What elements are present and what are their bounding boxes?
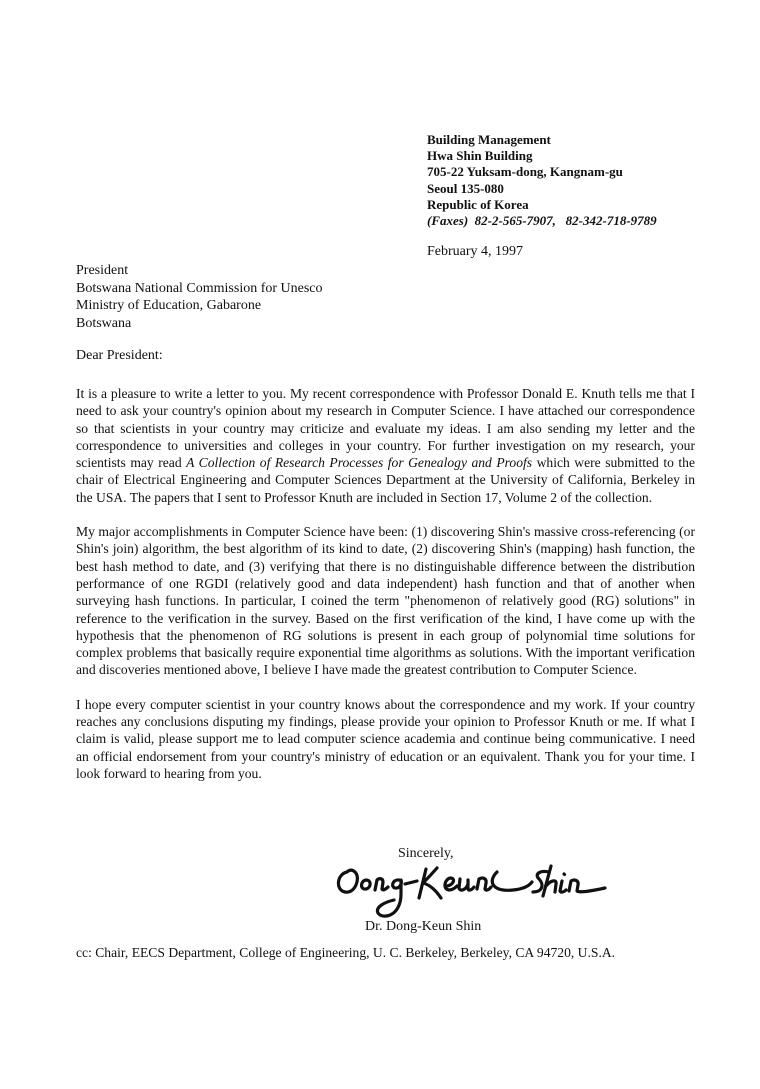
recipient-line: Ministry of Education, Gabarone bbox=[76, 298, 262, 313]
signer-name: Dr. Dong-Keun Shin bbox=[365, 919, 482, 934]
salutation: Dear President: bbox=[76, 348, 163, 363]
body-paragraph-1-start: It is a pleasure to write a letter to you. My recent correspondence with Professor Donald E. Knuth tells me that I need to ask your country's opinion about my research in Computer Science. I have attached our correspondence so that scientists in your country may criticize and evaluate my ideas. I am also sending my letter and the correspondence to universities and colleges in your country. For further investigation on my research, your scientists may read bbox=[76, 386, 695, 471]
sender-line: Hwa Shin Building bbox=[427, 148, 533, 164]
sender-fax-line bbox=[427, 213, 657, 229]
recipient-address bbox=[76, 262, 323, 332]
letter-date: February 4, 1997 bbox=[427, 244, 524, 259]
sender-address bbox=[427, 132, 657, 229]
body-paragraph-1-end: which were submitted to the chair of Electrical Engineering and Computer Sciences Department at the University of California, Berkeley in the USA. The papers that I sent to Professor Knuth are included in Section 17, Volume 2 of the collection. bbox=[76, 455, 695, 505]
cc-line: cc: Chair, EECS Department, College of Engineering, U. C. Berkeley, Berkeley, CA 94720, U.S.A. bbox=[76, 945, 616, 960]
letter-body bbox=[76, 385, 695, 799]
sender-line: Seoul 135-080 bbox=[427, 180, 504, 196]
sender-line: Building Management bbox=[427, 132, 551, 147]
recipient-line: President bbox=[76, 263, 129, 278]
body-paragraph-3: I hope every computer scientist in your country knows about the correspondence and my work. If your country reaches any conclusions disputing my findings, please provide your opinion to Professor Knuth or me. If what I claim is valid, please support me to lead computer science academia and continue being communicative. I need an official endorsement from your country's ministry of education or an equivalent. Thank you for your time. I look forward to hearing from you. bbox=[76, 696, 695, 781]
closing: Sincerely, bbox=[398, 846, 454, 861]
fax-label: (Faxes) bbox=[427, 213, 469, 229]
recipient-line: Botswana National Commission for Unesco bbox=[76, 280, 323, 296]
sender-line: Republic of Korea bbox=[427, 196, 529, 212]
body-paragraph-2: My major accomplishments in Computer Science have been: (1) discovering Shin's massive cross-referencing (or Shin's join) algorithm, the best algorithm of its kind to date, (2) discovering Shin's (mapping) hash function, the best hash method to date, and (3) verifying that there is no distinguishable difference between the distribution performance of one RGDI (relatively good and data independent) hash function and that of another when surveying hash functions. In particular, I coined the term "phenomenon of relatively good (RG) solutions" in reference to the verification in the survey. Based on the first verification of the kind, I have come up with the hypothesis that the phenomenon of RG solutions is present in each group of polynomial time solutions for complex problems that basically require exponential time algorithms as solutions. With the important verification and discoveries mentioned above, I believe I have made the greatest contribution to Computer Science. bbox=[76, 524, 695, 678]
collection-title: A Collection of Research Processes for Genealogy and Proofs bbox=[186, 455, 533, 471]
body-paragraph-1 bbox=[76, 385, 695, 506]
fax-numbers: 82-2-565-7907, 82-342-718-9789 bbox=[474, 213, 657, 229]
recipient-line: Botswana bbox=[76, 315, 132, 331]
sender-line: 705-22 Yuksam-dong, Kangnam-gu bbox=[427, 164, 623, 180]
signature-drawing bbox=[333, 858, 618, 926]
